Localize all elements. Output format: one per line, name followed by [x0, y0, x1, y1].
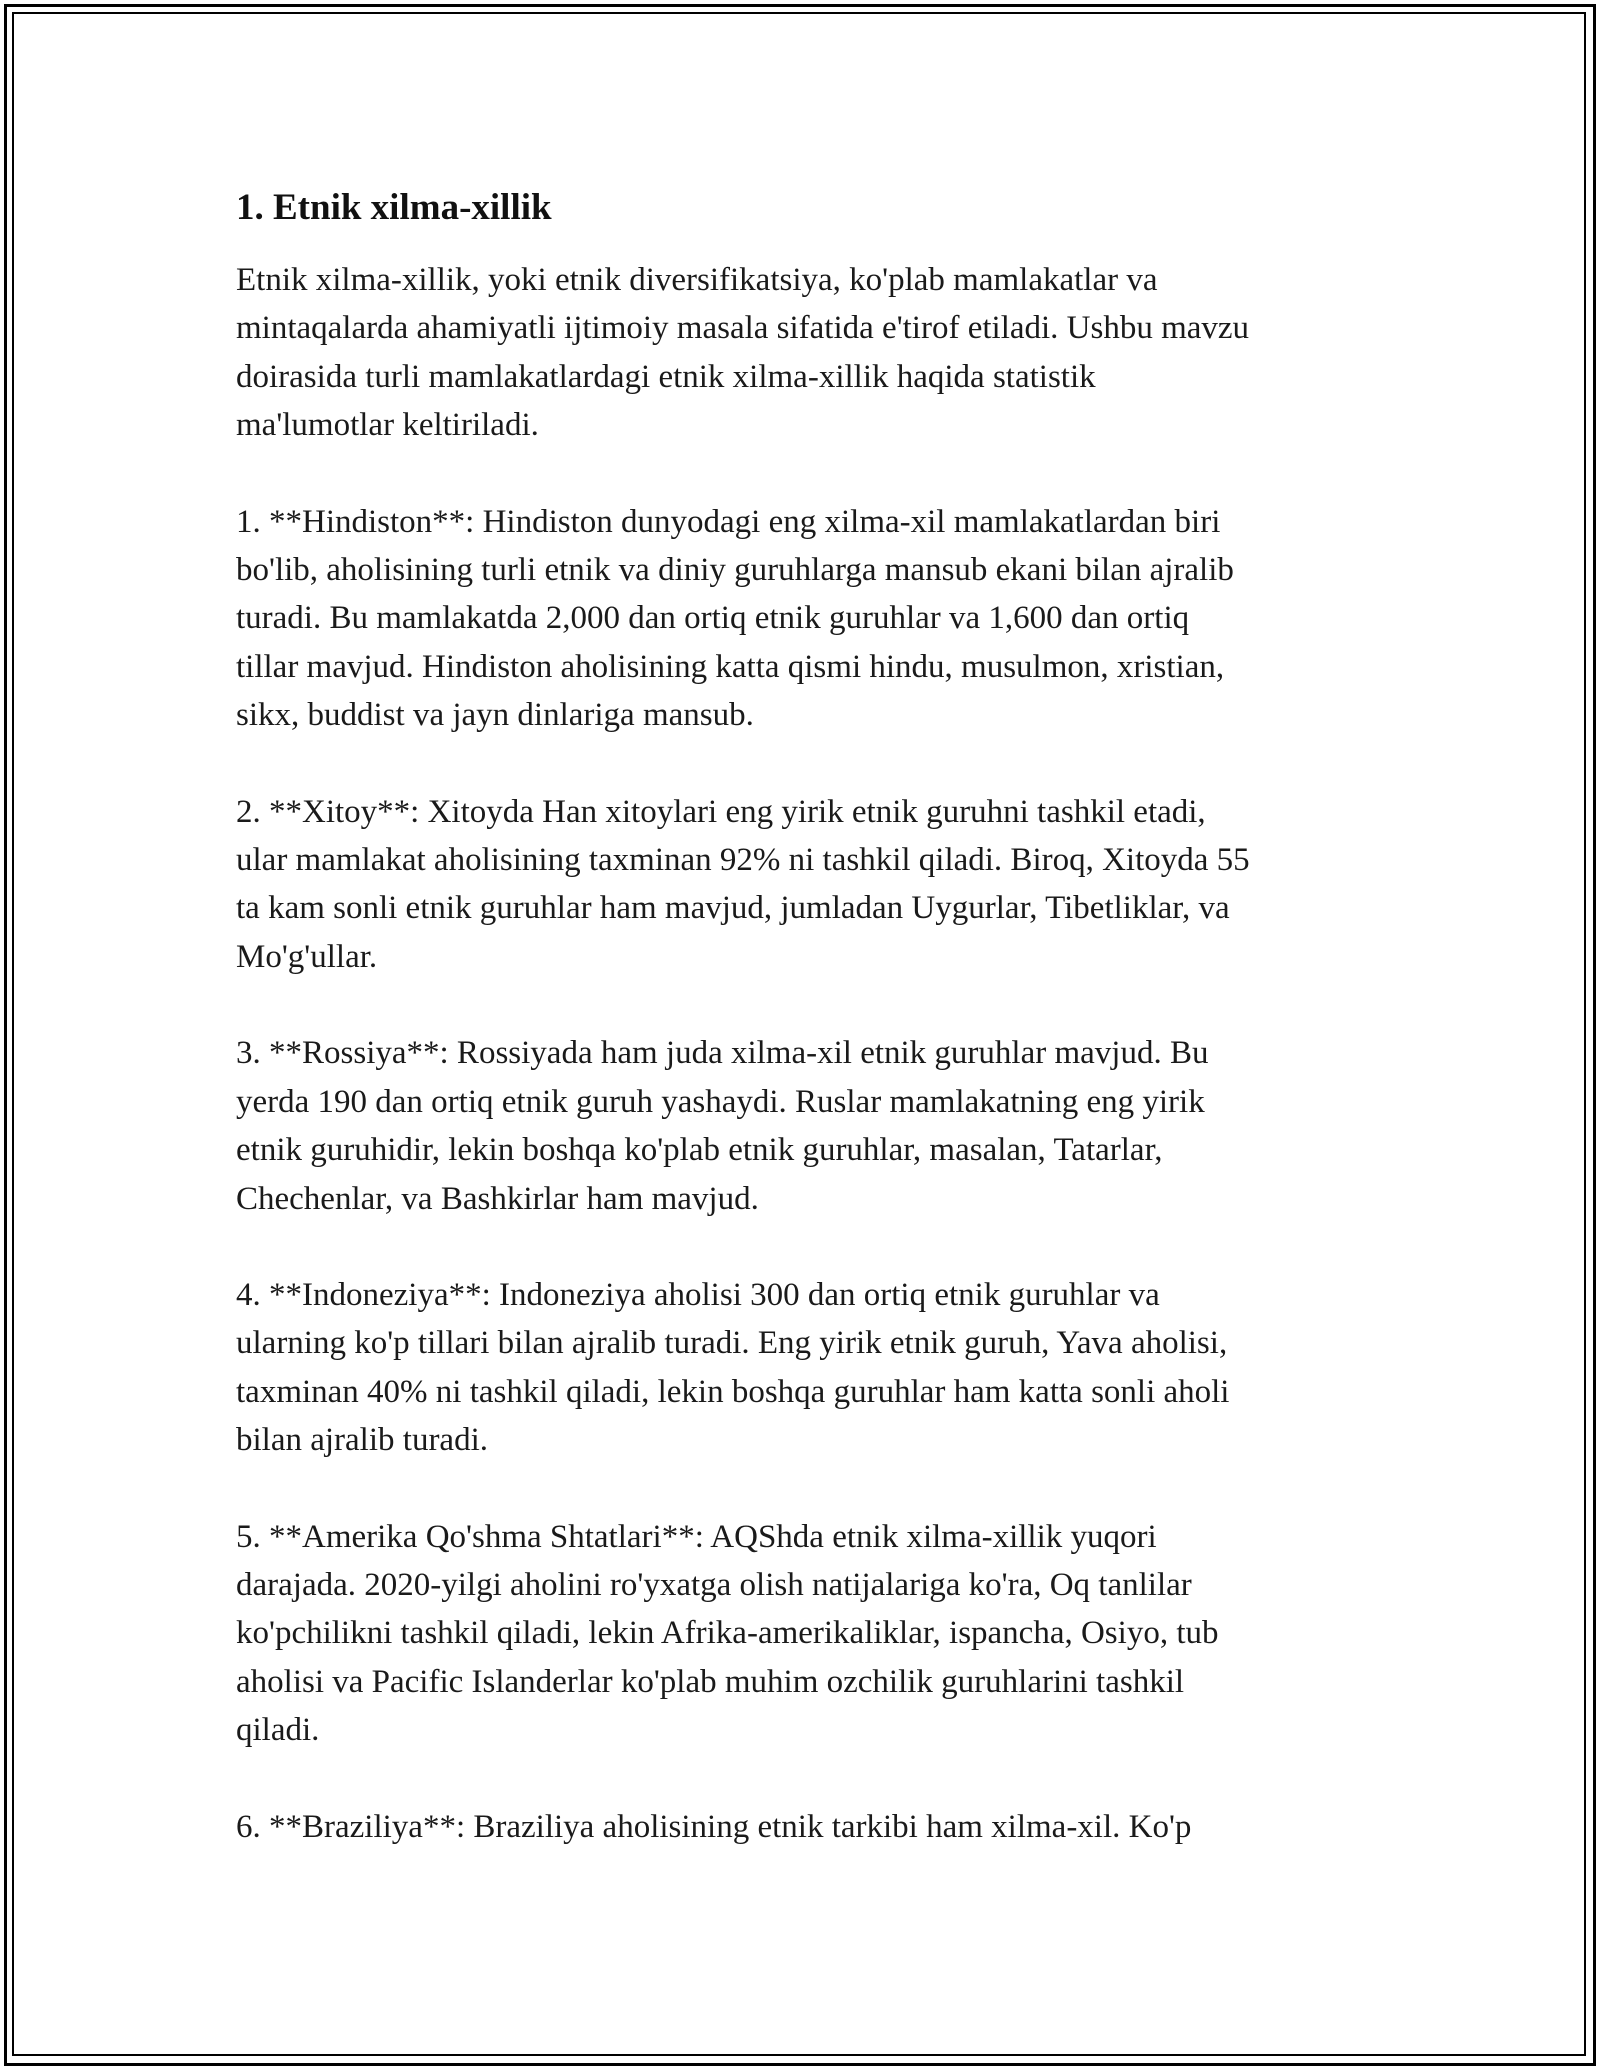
paragraph-china: 2. **Xitoy**: Xitoyda Han xitoylari eng yirik etnik guruhni tashkil etadi, ular mamlakat aholisining taxminan 92% ni tashkil qiladi. Biroq, Xitoyda 55 ta kam sonli etnik guruhlar ham mavjud, jumladan Uygurlar, Tibetliklar, va Mo'g'ullar. [236, 793, 1250, 975]
paragraph-india: 1. **Hindiston**: Hindiston dunyodagi eng xilma-xil mamlakatlardan biri bo'lib, aholisining turli etnik va diniy guruhlarga mansub ekani bilan ajralib turadi. Bu mamlakatda 2,000 dan ortiq etnik guruhlar va 1,600 dan ortiq tillar mavjud. Hindiston aholisining katta qismi hindu, musulmon, xristian, sikx, buddist va jayn dinlariga mansub. [236, 503, 1234, 734]
paragraph-brazil: 6. **Braziliya**: Braziliya aholisining etnik tarkibi ham xilma-xil. Ko'p [236, 1808, 1192, 1845]
section-heading: 1. Etnik xilma-xillik [236, 187, 552, 228]
paragraph-indonesia: 4. **Indoneziya**: Indoneziya aholisi 300 dan ortiq etnik guruhlar va ularning ko'p tillari bilan ajralib turadi. Eng yirik etnik guruh, Yava aholisi, taxminan 40% ni tashkil qiladi, lekin boshqa guruhlar ham katta sonli aholi bilan ajralib turadi. [236, 1276, 1230, 1459]
paragraph-usa: 5. **Amerika Qo'shma Shtatlari**: AQShda etnik xilma-xillik yuqori darajada. 2020-yilgi aholini ro'yxatga olish natijalariga ko'ra, Oq tanlilar ko'pchilikni tashkil qiladi, lekin Afrika-amerikaliklar, ispancha, Osiyo, tub aholisi va Pacific Islanderlar ko'plab muhim ozchilik guruhlarini tashkil qiladi. [236, 1518, 1219, 1749]
document-page [236, 186, 1366, 1899]
intro-paragraph: Etnik xilma-xillik, yoki etnik diversifikatsiya, ko'plab mamlakatlar va mintaqalarda ahamiyatli ijtimoiy masala sifatida e'tirof etiladi. Ushbu mavzu doirasida turli mamlakatlardagi etnik xilma-xillik haqida statistik ma'lumotlar keltiriladi. [236, 262, 1250, 444]
paragraph-russia: 3. **Rossiya**: Rossiyada ham juda xilma-xil etnik guruhlar mavjud. Bu yerda 190 dan ortiq etnik guruh yashaydi. Ruslar mamlakatning eng yirik etnik guruhidir, lekin boshqa ko'plab etnik guruhlar, masalan, Tatarlar, Chechenlar, va Bashkirlar ham mavjud. [236, 1035, 1209, 1217]
